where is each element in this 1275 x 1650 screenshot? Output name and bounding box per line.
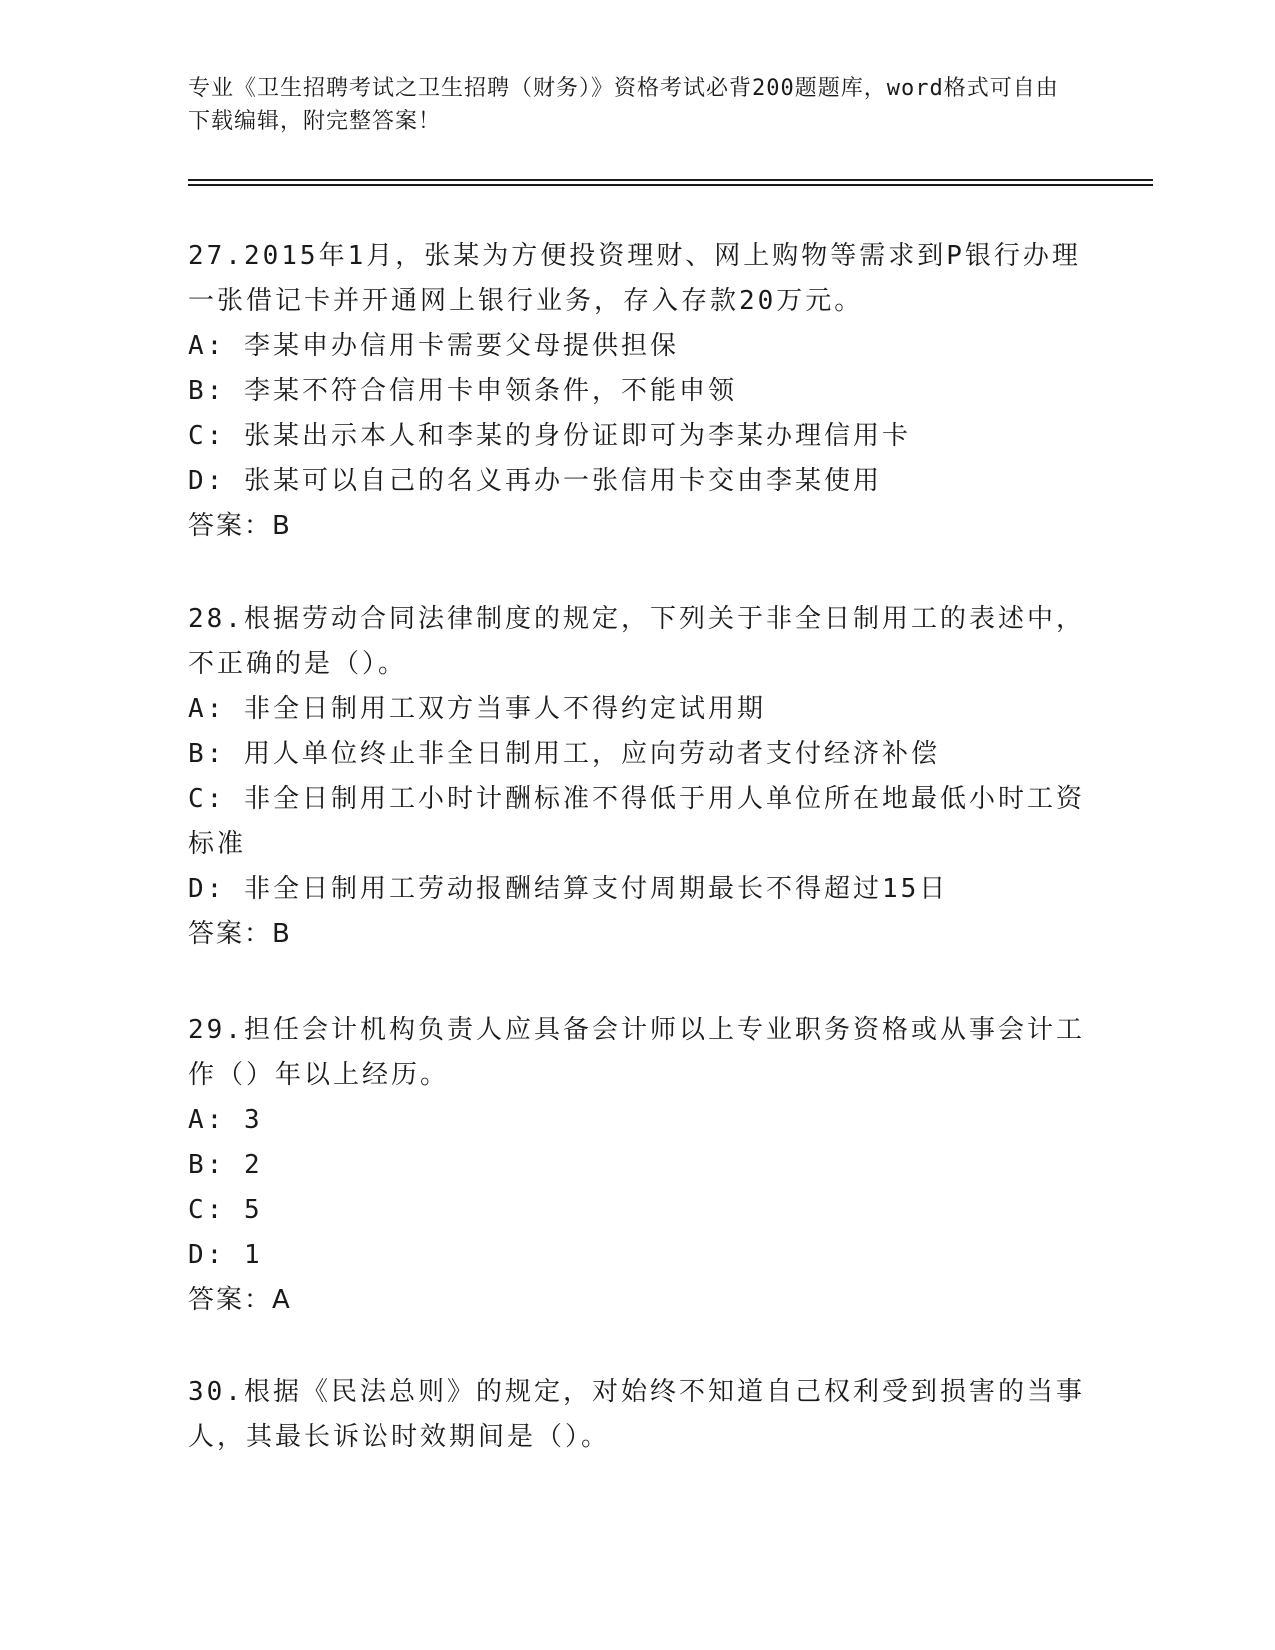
question-text: 29.担任会计机构负责人应具备会计师以上专业职务资格或从事会计工作（）年以上经历。 — [188, 1015, 1085, 1090]
document-header: 专业《卫生招聘考试之卫生招聘（财务）》资格考试必背200题题库，word格式可自由下载编辑，附完整答案！ — [188, 76, 1059, 134]
option-c: C: 非全日制用工小时计酬标准不得低于用人单位所在地最低小时工资标准 — [188, 784, 1085, 859]
option-d: D: 张某可以自己的名义再办一张信用卡交由李某使用 — [188, 466, 882, 496]
option-b: B: 李某不符合信用卡申领条件，不能申领 — [188, 376, 737, 406]
question-30 — [188, 1370, 1088, 1460]
question-text: 27.2015年1月，张某为方便投资理财、网上购物等需求到P银行办理一张借记卡并开通网上银行业务，存入存款20万元。 — [188, 241, 1081, 316]
question-text: 28.根据劳动合同法律制度的规定，下列关于非全日制用工的表述中，不正确的是（）。 — [188, 604, 1085, 679]
option-c: C: 5 — [188, 1195, 263, 1225]
option-b: B: 用人单位终止非全日制用工，应向劳动者支付经济补偿 — [188, 739, 940, 769]
option-a: A: 李某申办信用卡需要父母提供担保 — [188, 331, 679, 361]
question-28 — [188, 597, 1088, 957]
option-c: C: 张某出示本人和李某的身份证即可为李某办理信用卡 — [188, 421, 911, 451]
header-divider-bottom — [188, 184, 1153, 186]
option-d: D: 非全日制用工劳动报酬结算支付周期最长不得超过15日 — [188, 874, 949, 904]
answer: 答案：B — [188, 511, 292, 541]
option-a: A: 3 — [188, 1105, 263, 1135]
question-29 — [188, 1008, 1088, 1323]
question-text: 30.根据《民法总则》的规定，对始终不知道自己权利受到损害的当事人，其最长诉讼时效期间是（）。 — [188, 1377, 1085, 1452]
answer: 答案：B — [188, 919, 292, 949]
question-27 — [188, 234, 1088, 549]
option-b: B: 2 — [188, 1150, 263, 1180]
option-d: D: 1 — [188, 1240, 263, 1270]
header-divider-top — [188, 179, 1153, 181]
answer: 答案：A — [188, 1285, 292, 1315]
option-a: A: 非全日制用工双方当事人不得约定试用期 — [188, 694, 766, 724]
